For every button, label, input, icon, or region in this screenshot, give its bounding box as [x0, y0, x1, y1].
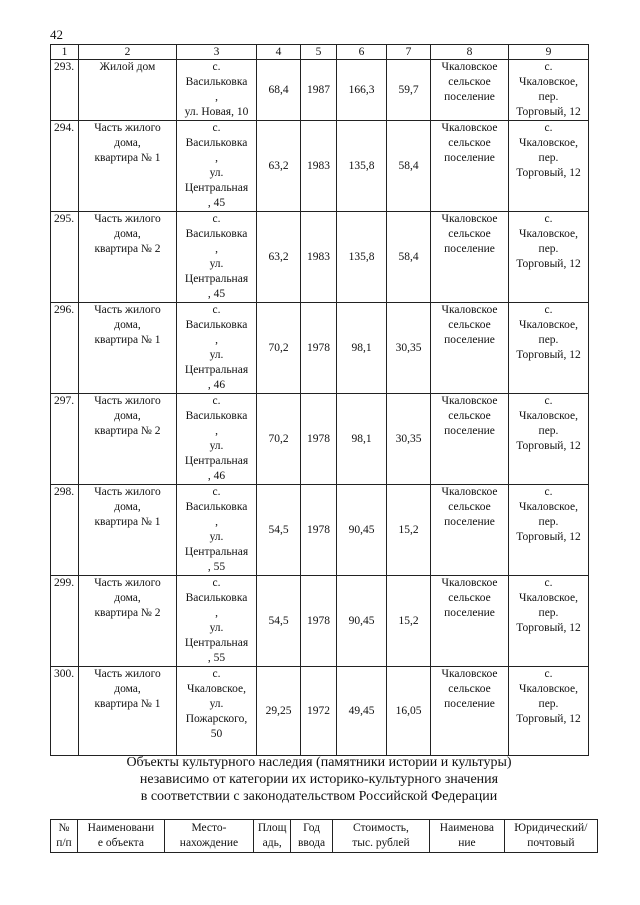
- table-row: [51, 576, 589, 667]
- header-cell-year: Год ввода: [291, 820, 332, 853]
- owner-name: Чкаловское сельское поселение: [431, 121, 509, 212]
- object-name: Часть жилого дома, квартира № 1: [79, 667, 177, 756]
- object-location: с. Чкаловское, ул. Пожарского, 50: [177, 667, 257, 756]
- owner-name: Чкаловское сельское поселение: [431, 394, 509, 485]
- object-location: с. Васильковка , ул. Центральная , 55: [177, 485, 257, 576]
- column-number: 8: [431, 45, 509, 60]
- object-value: 15,2: [387, 576, 431, 667]
- table-row: [51, 60, 589, 121]
- object-name: Часть жилого дома, квартира № 2: [79, 212, 177, 303]
- column-number-row: [51, 45, 589, 60]
- column-number: 1: [51, 45, 79, 60]
- column-number: 6: [337, 45, 387, 60]
- owner-name: Чкаловское сельское поселение: [431, 212, 509, 303]
- object-cost: 98,1: [337, 394, 387, 485]
- object-value: 15,2: [387, 485, 431, 576]
- legal-address: с. Чкаловское, пер. Торговый, 12: [509, 60, 589, 121]
- table-row: [51, 485, 589, 576]
- header-cell-cost: Стоимость, тыс. рублей: [332, 820, 429, 853]
- object-year: 1978: [301, 303, 337, 394]
- row-number: 298.: [51, 485, 79, 576]
- header-cell-location: Место- нахождение: [164, 820, 253, 853]
- row-number: 297.: [51, 394, 79, 485]
- legal-address: с. Чкаловское, пер. Торговый, 12: [509, 303, 589, 394]
- row-number: 300.: [51, 667, 79, 756]
- object-cost: 98,1: [337, 303, 387, 394]
- legal-address: с. Чкаловское, пер. Торговый, 12: [509, 485, 589, 576]
- legal-address: с. Чкаловское, пер. Торговый, 12: [509, 121, 589, 212]
- cultural-heritage-table-header: [50, 819, 598, 853]
- owner-name: Чкаловское сельское поселение: [431, 485, 509, 576]
- object-location: с. Васильковка , ул. Центральная , 46: [177, 394, 257, 485]
- table-row: [51, 303, 589, 394]
- object-cost: 166,3: [337, 60, 387, 121]
- object-year: 1978: [301, 576, 337, 667]
- owner-name: Чкаловское сельское поселение: [431, 60, 509, 121]
- object-value: 59,7: [387, 60, 431, 121]
- object-area: 70,2: [257, 303, 301, 394]
- object-year: 1978: [301, 485, 337, 576]
- object-year: 1978: [301, 394, 337, 485]
- header-cell-owner-name: Наименова ние: [430, 820, 505, 853]
- object-year: 1983: [301, 121, 337, 212]
- object-cost: 135,8: [337, 212, 387, 303]
- object-location: с. Васильковка , ул. Центральная , 46: [177, 303, 257, 394]
- object-area: 63,2: [257, 212, 301, 303]
- table-row: [51, 121, 589, 212]
- object-value: 58,4: [387, 121, 431, 212]
- row-number: 296.: [51, 303, 79, 394]
- column-number: 5: [301, 45, 337, 60]
- object-cost: 135,8: [337, 121, 387, 212]
- object-value: 30,35: [387, 394, 431, 485]
- owner-name: Чкаловское сельское поселение: [431, 667, 509, 756]
- column-number: 3: [177, 45, 257, 60]
- object-location: с. Васильковка , ул. Центральная , 55: [177, 576, 257, 667]
- legal-address: с. Чкаловское, пер. Торговый, 12: [509, 394, 589, 485]
- column-number: 9: [509, 45, 589, 60]
- header-cell-area: Площ адь,: [254, 820, 291, 853]
- column-number: 2: [79, 45, 177, 60]
- object-cost: 90,45: [337, 485, 387, 576]
- column-number: 4: [257, 45, 301, 60]
- object-location: с. Васильковка , ул. Центральная , 45: [177, 212, 257, 303]
- object-area: 70,2: [257, 394, 301, 485]
- header-cell-name: Наименовани е объекта: [77, 820, 164, 853]
- object-value: 16,05: [387, 667, 431, 756]
- owner-name: Чкаловское сельское поселение: [431, 303, 509, 394]
- object-name: Часть жилого дома, квартира № 2: [79, 576, 177, 667]
- object-year: 1983: [301, 212, 337, 303]
- owner-name: Чкаловское сельское поселение: [431, 576, 509, 667]
- object-value: 58,4: [387, 212, 431, 303]
- row-number: 299.: [51, 576, 79, 667]
- section-heading: Объекты культурного наследия (памятники истории и культуры) независимо от категории их историко-культурного значения в соответствии с законодательством Российской Федерации: [126, 755, 512, 804]
- object-name: Часть жилого дома, квартира № 1: [79, 485, 177, 576]
- table-row: [51, 394, 589, 485]
- legal-address: с. Чкаловское, пер. Торговый, 12: [509, 667, 589, 756]
- table-row: [51, 667, 589, 756]
- object-name: Часть жилого дома, квартира № 2: [79, 394, 177, 485]
- object-area: 29,25: [257, 667, 301, 756]
- column-number: 7: [387, 45, 431, 60]
- object-cost: 90,45: [337, 576, 387, 667]
- object-area: 68,4: [257, 60, 301, 121]
- object-area: 54,5: [257, 576, 301, 667]
- object-year: 1987: [301, 60, 337, 121]
- row-number: 294.: [51, 121, 79, 212]
- legal-address: с. Чкаловское, пер. Торговый, 12: [509, 576, 589, 667]
- table-row: [51, 212, 589, 303]
- object-value: 30,35: [387, 303, 431, 394]
- object-location: с. Васильковка , ул. Центральная , 45: [177, 121, 257, 212]
- header-row: [51, 820, 598, 853]
- object-name: Часть жилого дома, квартира № 1: [79, 303, 177, 394]
- property-table: [50, 44, 589, 756]
- object-name: Жилой дом: [79, 60, 177, 121]
- row-number: 293.: [51, 60, 79, 121]
- object-cost: 49,45: [337, 667, 387, 756]
- object-area: 54,5: [257, 485, 301, 576]
- legal-address: с. Чкаловское, пер. Торговый, 12: [509, 212, 589, 303]
- header-cell-legal-address: Юридический/ почтовый: [504, 820, 597, 853]
- object-area: 63,2: [257, 121, 301, 212]
- page-number: 42: [50, 27, 63, 42]
- object-name: Часть жилого дома, квартира № 1: [79, 121, 177, 212]
- header-cell-number: № п/п: [51, 820, 78, 853]
- object-year: 1972: [301, 667, 337, 756]
- row-number: 295.: [51, 212, 79, 303]
- object-location: с. Васильковка , ул. Новая, 10: [177, 60, 257, 121]
